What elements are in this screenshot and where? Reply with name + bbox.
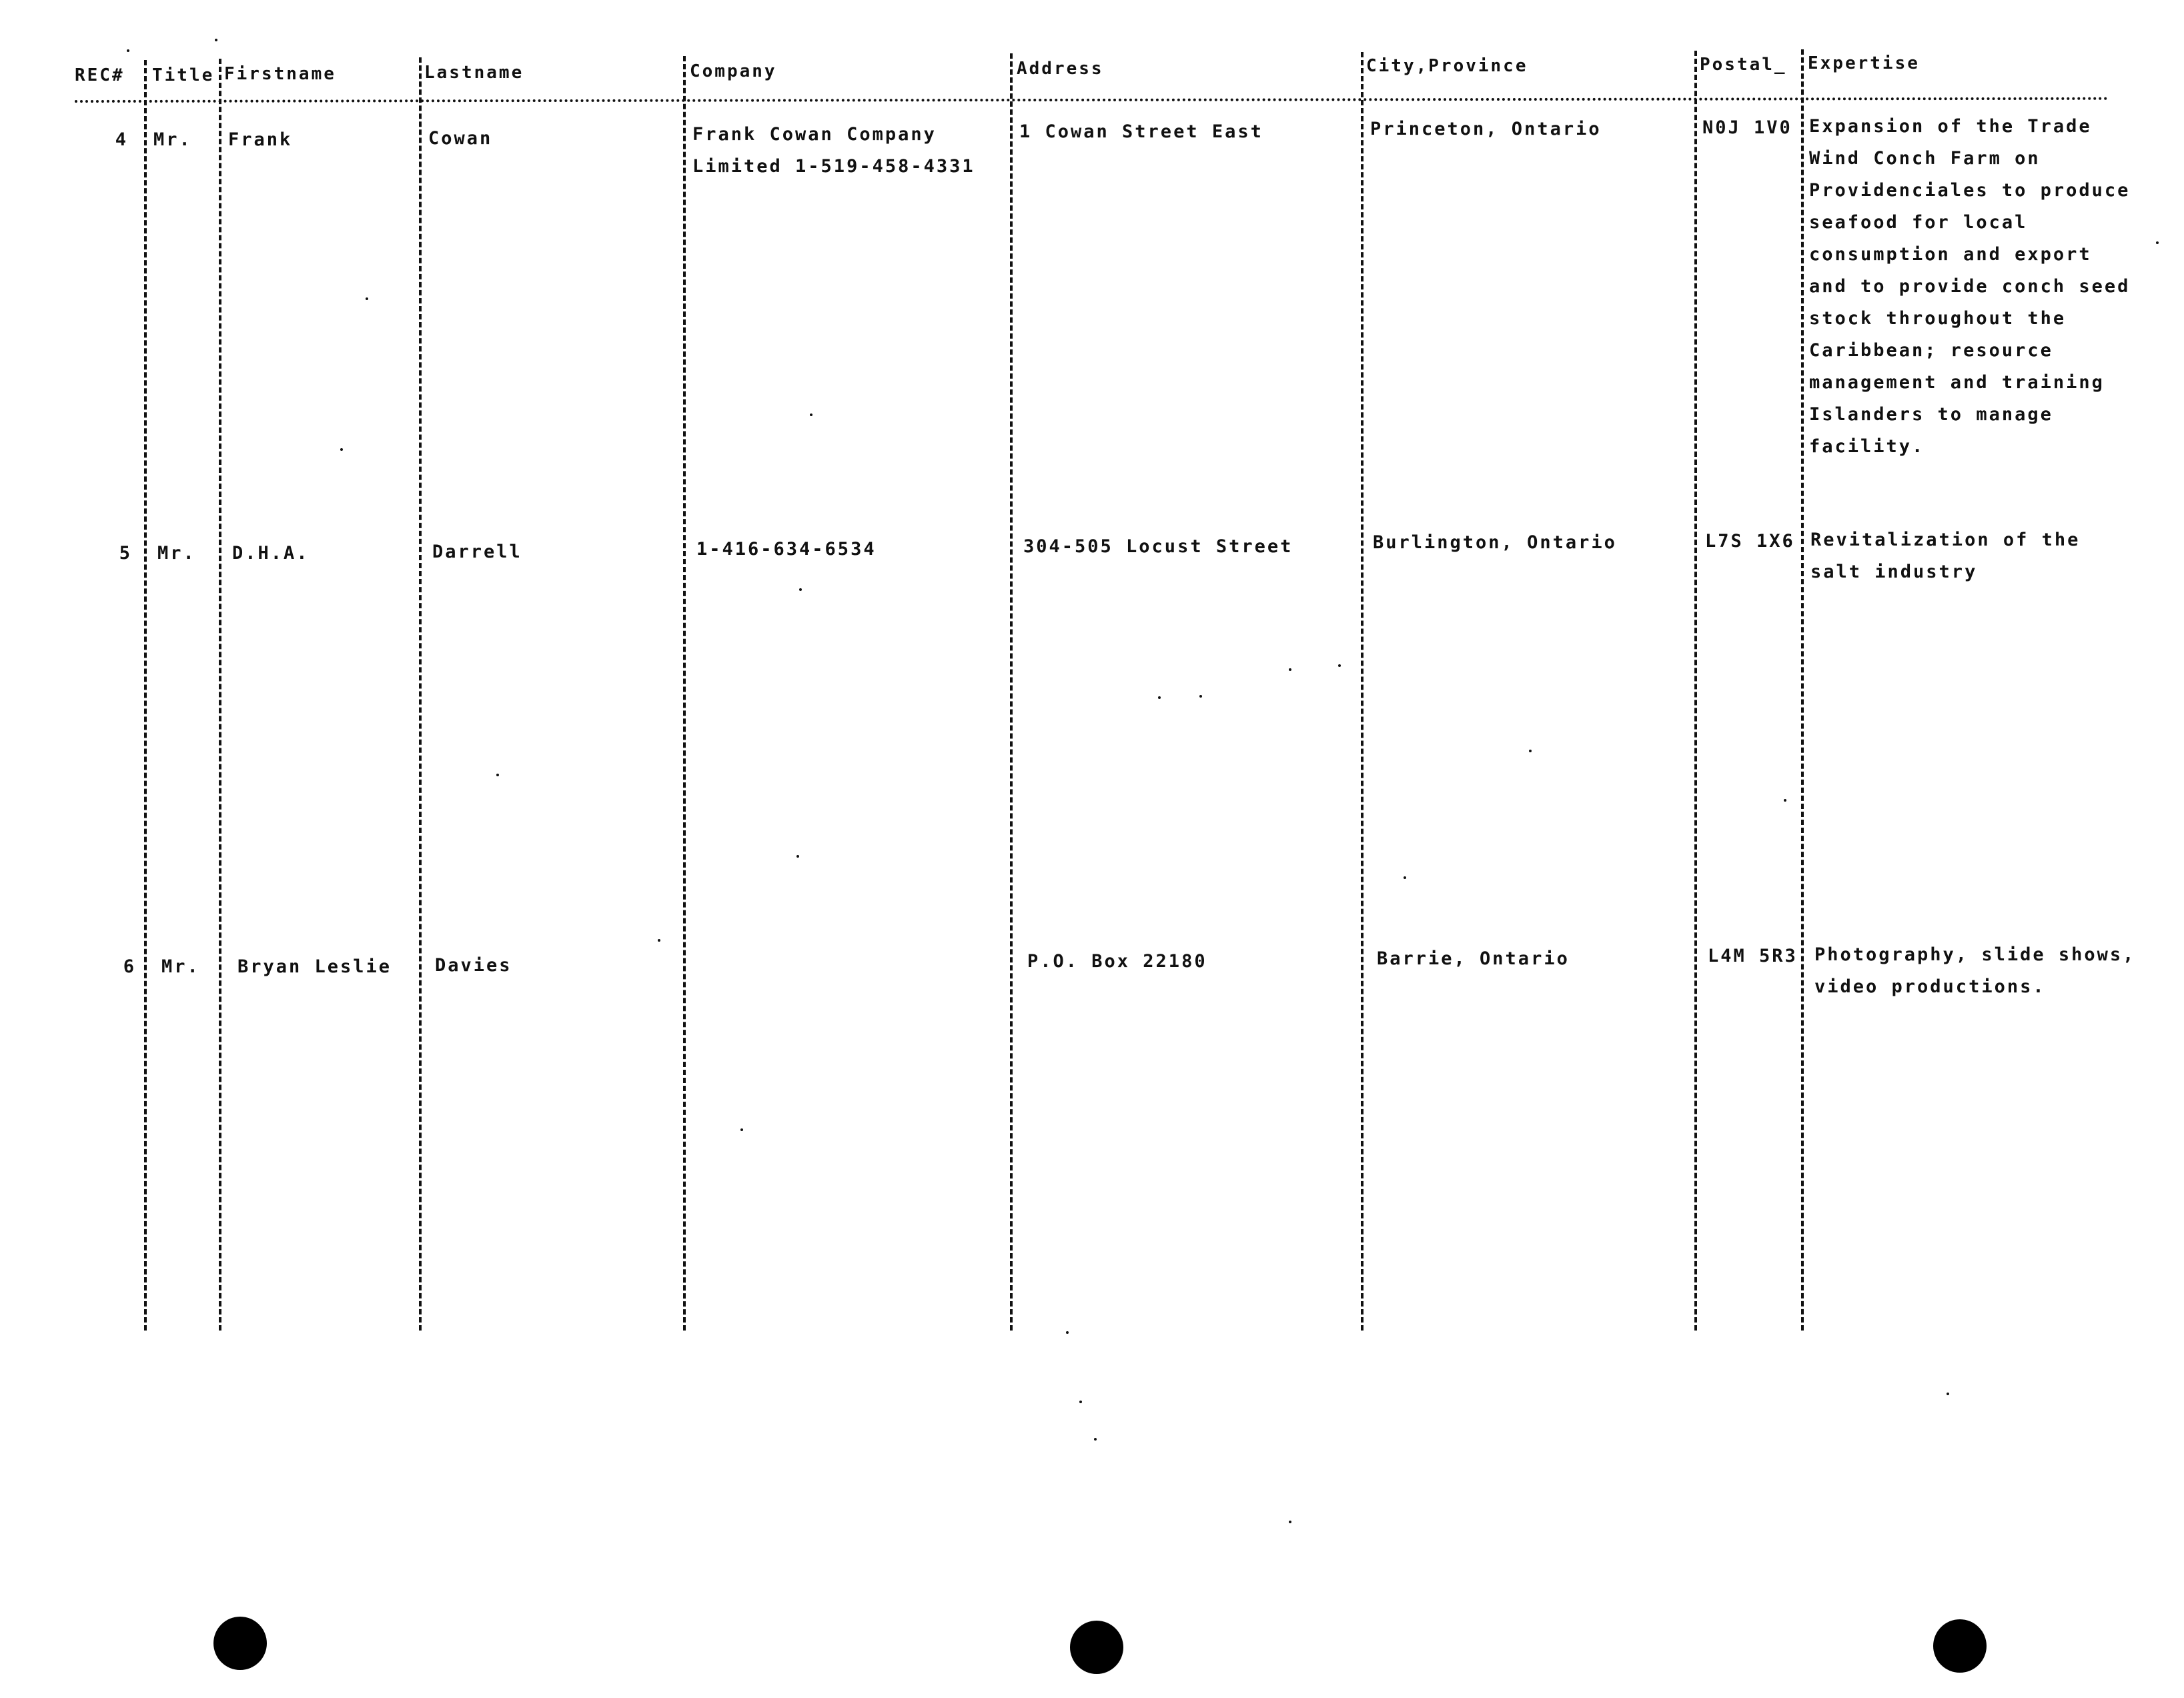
- expertise-line: Expansion of the Trade: [1809, 116, 2092, 137]
- scan-speck: [496, 774, 499, 776]
- scan-speck: [796, 855, 799, 858]
- expertise-line: Islanders to manage: [1809, 404, 2053, 425]
- expertise-line: Caribbean; resource: [1809, 340, 2053, 361]
- title-cell: Mr.: [161, 956, 200, 977]
- scan-speck: [1404, 876, 1406, 879]
- header-city-province: City,Province: [1366, 56, 1528, 76]
- punch-hole: [1070, 1621, 1123, 1674]
- expertise-line: stock throughout the: [1809, 308, 2067, 329]
- firstname-cell: D.H.A.: [232, 543, 310, 564]
- scan-speck: [1066, 1331, 1069, 1334]
- city-cell: Princeton, Ontario: [1370, 119, 1602, 139]
- header-expertise: Expertise: [1808, 53, 1920, 73]
- expertise-line: Revitalization of the: [1810, 530, 2081, 550]
- title-cell: Mr.: [153, 129, 192, 150]
- lastname-cell: Davies: [435, 955, 512, 976]
- header-address: Address: [1017, 59, 1104, 79]
- scan-speck: [1784, 799, 1786, 802]
- scan-speck: [215, 39, 217, 41]
- address-cell: 304-505 Locust Street: [1023, 536, 1293, 557]
- scan-speck: [810, 413, 812, 416]
- scan-speck: [1947, 1393, 1949, 1395]
- scan-speck: [1094, 1438, 1097, 1441]
- title-cell: Mr.: [157, 543, 196, 564]
- expertise-line: seafood for local: [1809, 212, 2028, 233]
- firstname-cell: Frank: [228, 129, 293, 150]
- lastname-cell: Cowan: [428, 128, 493, 149]
- expertise-line: facility.: [1809, 436, 1925, 457]
- expertise-cell: [1809, 111, 2130, 463]
- rec-number: 4: [115, 129, 128, 150]
- column-divider: [1010, 53, 1013, 1331]
- scan-speck: [740, 1128, 743, 1131]
- expertise-line: Wind Conch Farm on: [1809, 148, 2041, 169]
- address-cell: 1 Cowan Street East: [1019, 121, 1263, 142]
- scan-speck: [1529, 750, 1532, 752]
- column-divider: [1694, 51, 1697, 1331]
- city-cell: Burlington, Ontario: [1373, 532, 1617, 553]
- header-separator: [75, 97, 2109, 103]
- header-company: Company: [690, 61, 777, 81]
- expertise-line: management and training: [1809, 372, 2105, 393]
- header-lastname: Lastname: [424, 63, 524, 83]
- rec-number: 5: [119, 543, 132, 564]
- postal-cell: L7S 1X6: [1705, 531, 1795, 552]
- column-divider: [144, 60, 147, 1331]
- punch-hole: [1933, 1619, 1987, 1673]
- column-divider: [419, 57, 422, 1331]
- expertise-cell: [1810, 524, 2080, 588]
- header-firstname: Firstname: [224, 64, 336, 84]
- column-divider: [219, 59, 221, 1331]
- scan-speck: [366, 297, 368, 300]
- postal-cell: L4M 5R3: [1708, 946, 1798, 966]
- scan-speck: [799, 588, 802, 591]
- scan-speck: [1199, 695, 1202, 698]
- header-rec: REC#: [75, 65, 125, 85]
- company-line: 1-416-634-6534: [696, 539, 877, 560]
- expertise-line: Providenciales to produce: [1809, 180, 2131, 201]
- expertise-line: salt industry: [1810, 562, 1978, 582]
- header-title: Title: [152, 65, 215, 85]
- column-divider: [683, 56, 686, 1331]
- scan-speck: [127, 49, 129, 52]
- lastname-cell: Darrell: [432, 542, 522, 562]
- company-cell: [696, 534, 877, 566]
- scan-speck: [1289, 668, 1291, 671]
- expertise-line: and to provide conch seed: [1809, 276, 2131, 297]
- column-divider: [1361, 52, 1363, 1331]
- expertise-line: consumption and export: [1809, 244, 2092, 265]
- rec-number: 6: [123, 956, 136, 977]
- expertise-line: Photography, slide shows,: [1814, 944, 2136, 965]
- scan-speck: [1079, 1401, 1082, 1403]
- expertise-cell: [1814, 939, 2135, 1003]
- scan-speck: [2156, 241, 2159, 244]
- scan-speck: [658, 939, 660, 942]
- scan-speck: [1158, 696, 1161, 699]
- company-line: Limited 1-519-458-4331: [692, 156, 975, 177]
- header-postal: Postal_: [1700, 55, 1787, 75]
- scan-speck: [1338, 664, 1341, 667]
- address-cell: P.O. Box 22180: [1027, 951, 1207, 972]
- city-cell: Barrie, Ontario: [1377, 948, 1570, 969]
- punch-hole: [213, 1617, 267, 1670]
- scan-speck: [1289, 1521, 1291, 1523]
- postal-cell: N0J 1V0: [1702, 117, 1792, 138]
- expertise-line: video productions.: [1814, 976, 2046, 997]
- company-cell: [692, 119, 975, 183]
- company-line: Frank Cowan Company: [692, 124, 937, 145]
- column-divider: [1801, 49, 1804, 1331]
- firstname-cell: Bryan Leslie: [237, 956, 392, 977]
- scan-speck: [340, 448, 343, 451]
